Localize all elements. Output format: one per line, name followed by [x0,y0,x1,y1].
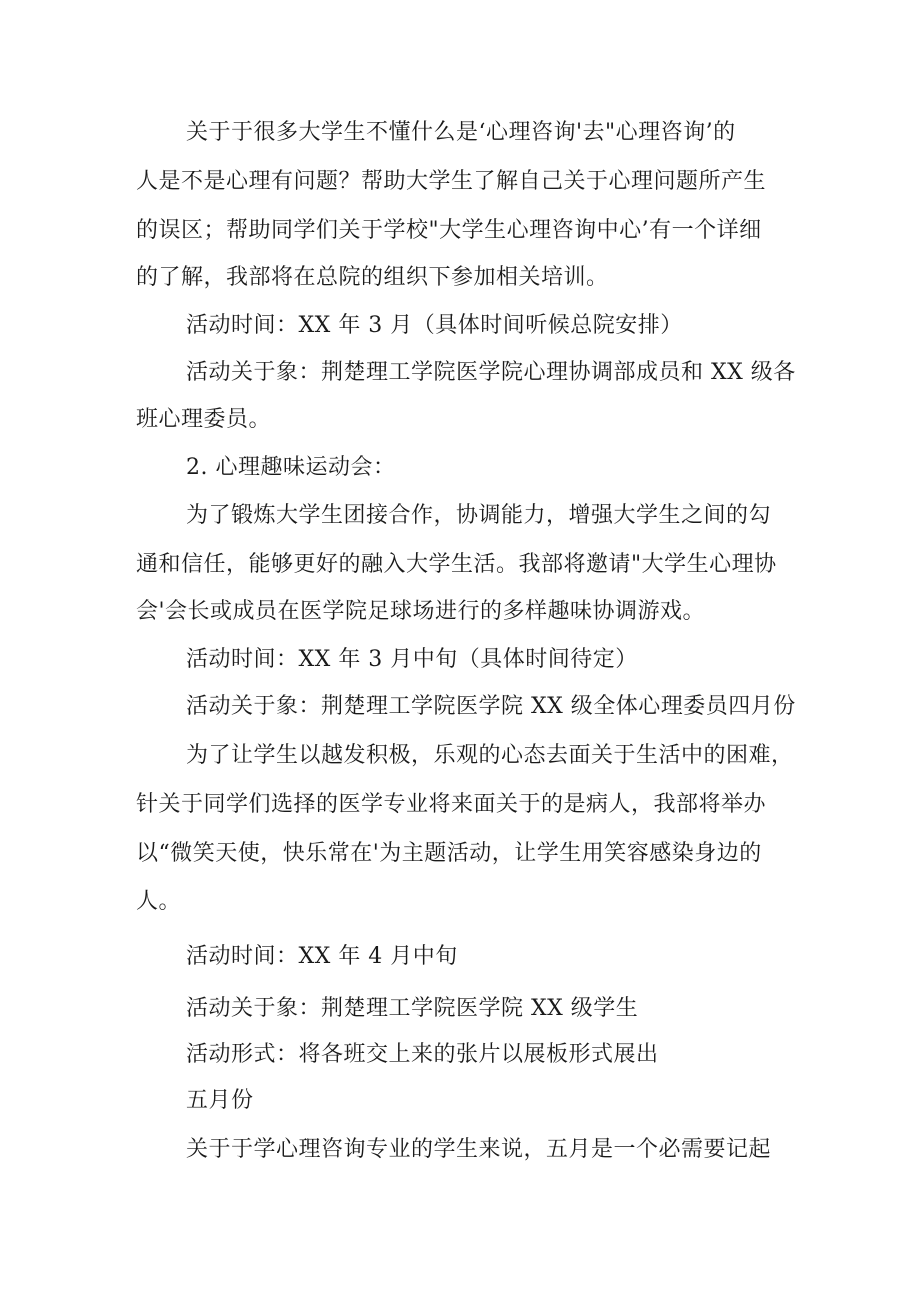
paragraph-line: 会'会长或成员在医学院足球场进行的多样趣味协调游戏。 [136,599,706,624]
paragraph-line: 关于于学心理咨询专业的学生来说，五月是一个必需要记起 [186,1137,772,1162]
paragraph-line: 人是不是心理有问题？帮助大学生了解自己关于心理问题所产生 [136,169,767,194]
paragraph-line: 的误区；帮助同学们关于学校"大学生心理咨询中心’有一个详细 [136,218,762,243]
paragraph-line: 活动时间：XX 年 3 月中旬（具体时间待定） [186,647,638,672]
paragraph-line: 以“微笑天使，快乐常在'为主题活动，让学生用笑容感染身边的 [136,841,762,866]
paragraph-line: 活动关于象：荆楚理工学院医学院 XX 级学生 [186,996,639,1021]
paragraph-line: 的了解，我部将在总院的组织下参加相关培训。 [136,265,609,290]
paragraph-line: 活动时间：XX 年 3 月（具体时间听候总院安排） [186,313,683,338]
paragraph-line: 为了锻炼大学生团接合作，协调能力，增强大学生之间的勾 [186,503,772,528]
paragraph-line: 针关于同学们选择的医学专业将来面关于的是病人，我部将举办 [136,792,767,817]
paragraph-line: 活动形式：将各班交上来的张片以展板形式展出 [186,1042,659,1067]
paragraph-line: 活动关于象：荆楚理工学院医学院心理协调部成员和 XX 级各 [186,360,796,385]
paragraph-line: 活动关于象：荆楚理工学院医学院 XX 级全体心理委员四月份 [186,694,796,719]
paragraph-line: 关于于很多大学生不懂什么是‘心理咨询'去"心理咨询’的 [186,120,736,145]
paragraph-line: 为了让学生以越发积极，乐观的心态去面关于生活中的困难， [186,743,794,768]
paragraph-line: 通和信任，能够更好的融入大学生活。我部将邀请"大学生心理协 [136,552,777,577]
paragraph-line: 班心理委员。 [136,407,272,432]
paragraph-line: 人。 [136,889,182,914]
section-heading: 五月份 [186,1088,254,1113]
section-heading: 2. 心理趣味运动会： [186,455,396,480]
paragraph-line: 活动时间：XX 年 4 月中旬 [186,944,458,969]
